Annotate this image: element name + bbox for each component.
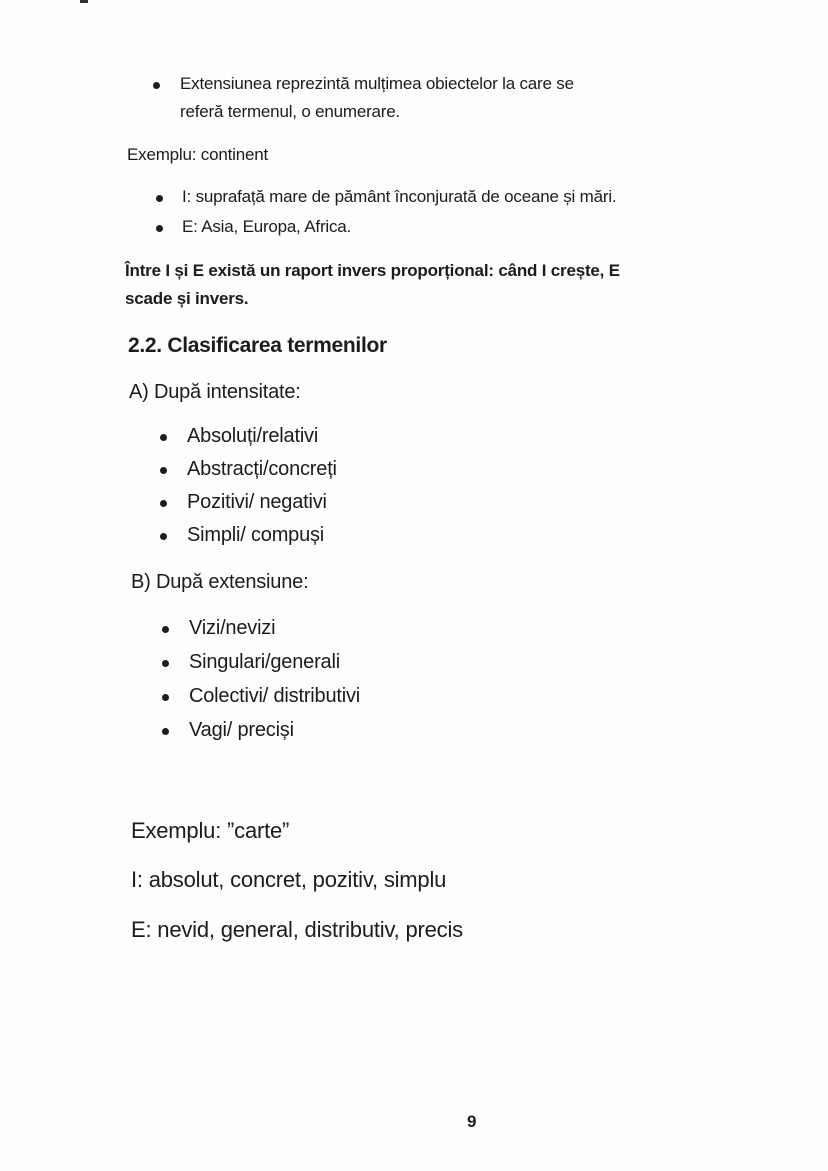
groupB-item: Colectivi/ distributivi xyxy=(189,685,361,707)
example2-intension: I: absolut, concret, pozitiv, simplu xyxy=(131,867,447,892)
example2-label: Exemplu: ”carte” xyxy=(131,818,290,843)
scan-artifact xyxy=(80,0,88,3)
intro-bullet-line2: referă termenul, o enumerare. xyxy=(180,102,401,121)
page-number: 9 xyxy=(467,1112,477,1131)
groupB-item: Vagi/ preciși xyxy=(189,719,294,741)
bullet-icon xyxy=(162,660,169,667)
example2-extension: E: nevid, general, distributiv, precis xyxy=(131,917,463,942)
bullet-icon xyxy=(160,500,167,507)
bullet-icon xyxy=(162,728,169,735)
example1-extension: E: Asia, Europa, Africa. xyxy=(182,217,352,236)
groupB-label: B) După extensiune: xyxy=(131,571,309,593)
groupA-item: Abstracți/concreți xyxy=(187,458,337,480)
groupA-item: Simpli/ compuși xyxy=(187,524,325,546)
bullet-icon xyxy=(160,467,167,474)
bullet-icon xyxy=(160,533,167,540)
example1-intension: I: suprafață mare de pământ înconjurată de oceane și mări. xyxy=(182,187,617,206)
section-title: 2.2. Clasificarea termenilor xyxy=(128,334,387,357)
groupB-item: Singulari/generali xyxy=(189,651,340,673)
bullet-icon xyxy=(162,694,169,701)
groupA-label: A) După intensitate: xyxy=(129,381,301,403)
example1-label: Exemplu: continent xyxy=(127,145,268,164)
bullet-icon xyxy=(156,195,163,202)
bullet-icon xyxy=(162,626,169,633)
intro-bullet-line1: Extensiunea reprezintă mulțimea obiectelor la care se xyxy=(180,74,574,93)
groupA-item: Pozitivi/ negativi xyxy=(187,491,327,513)
bullet-icon xyxy=(153,82,160,89)
groupA-item: Absoluți/relativi xyxy=(187,425,319,447)
bullet-icon xyxy=(156,225,163,232)
rule-line1: Între I și E există un raport invers proporțional: când I crește, E xyxy=(125,261,620,280)
bullet-icon xyxy=(160,434,167,441)
rule-line2: scade și invers. xyxy=(125,289,249,308)
groupB-item: Vizi/nevizi xyxy=(189,617,276,639)
